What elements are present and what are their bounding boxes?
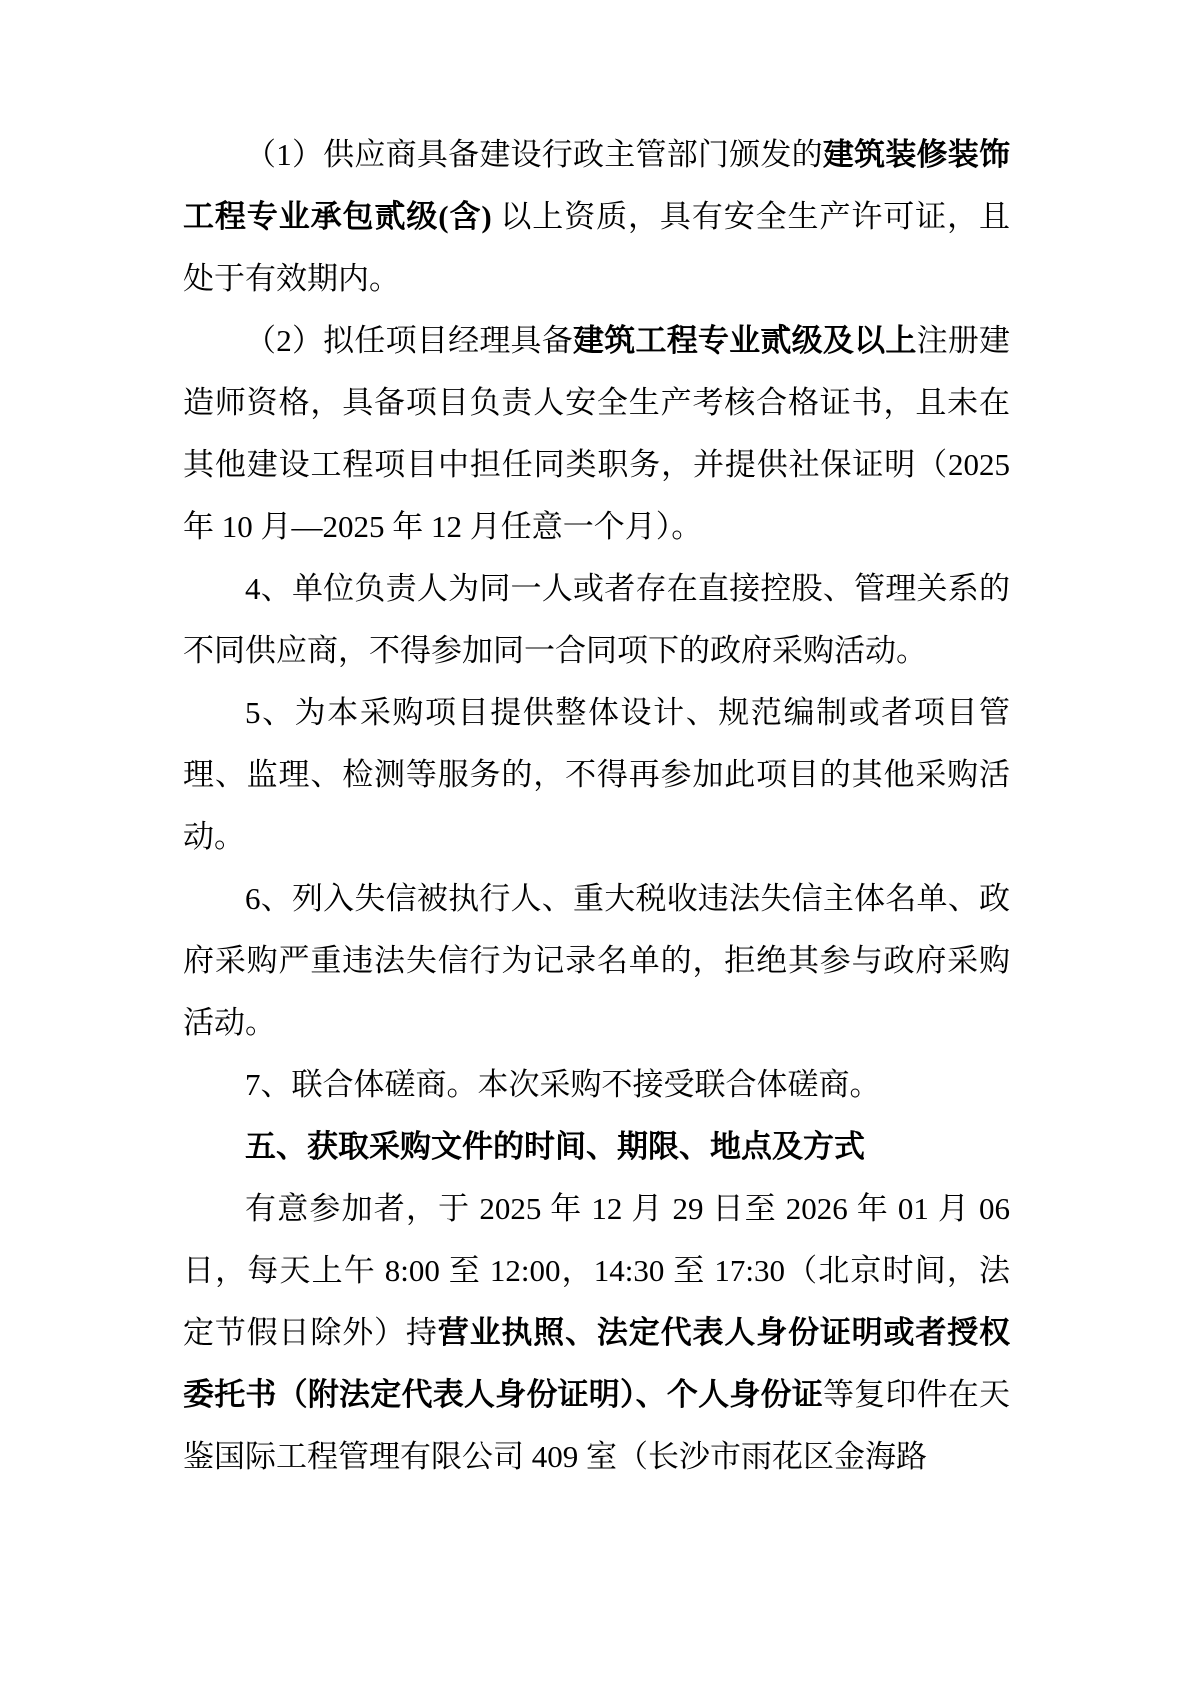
text-run: （2）拟任项目经理具备 — [245, 323, 574, 358]
text-run: 以上资质，具有安全生产许可证，且处于有效期内。 — [183, 199, 1011, 296]
text-run: 营业执照、法定代表人身份证明或者授权委托书（附法定代表人身份证明）、个人身份证 — [183, 1315, 1011, 1412]
paragraph-5 — [183, 868, 1010, 1054]
paragraph-1 — [183, 124, 1010, 310]
text-run: 注册建造师资格，具备项目负责人安全生产考核合格证书，且未在其他建设工程项目中担任同类职务，并提供社保证明（2025 年 10 月—2025 年 12 月任意一个月）。 — [183, 323, 1011, 544]
text-run: 建筑装修装饰工程专业承包贰级(含) — [183, 137, 1011, 234]
text-run: 建筑工程专业贰级及以上 — [573, 323, 917, 358]
text-run: 等复印件在天鉴国际工程管理有限公司 409 室（长沙市雨花区金海路 — [183, 1377, 1011, 1474]
text-run: 6、列入失信被执行人、重大税收违法失信主体名单、政府采购严重违法失信行为记录名单的，拒绝其参与政府采购活动。 — [183, 881, 1010, 1040]
text-run: 5、为本采购项目提供整体设计、规范编制或者项目管理、监理、检测等服务的，不得再参加此项目的其他采购活动。 — [183, 695, 1010, 854]
document-content — [183, 124, 1010, 1488]
text-run: 五、获取采购文件的时间、期限、地点及方式 — [245, 1129, 865, 1164]
section-heading — [183, 1116, 1010, 1178]
text-run: 7、联合体磋商。本次采购不接受联合体磋商。 — [245, 1067, 881, 1102]
paragraph-2 — [183, 310, 1010, 558]
paragraph-4 — [183, 682, 1010, 868]
text-run: （1）供应商具备建设行政主管部门颁发的 — [245, 137, 823, 172]
text-run: 4、单位负责人为同一人或者存在直接控股、管理关系的不同供应商，不得参加同一合同项下的政府采购活动。 — [183, 571, 1010, 668]
paragraph-6 — [183, 1054, 1010, 1116]
paragraph-8 — [183, 1178, 1010, 1488]
paragraph-3 — [183, 558, 1010, 682]
text-run: 有意参加者，于 2025 年 12 月 29 日至 2026 年 01 月 06 日，每天上午 8:00 至 12:00，14:30 至 17:30（北京时间，法定节假日除外）持 — [183, 1191, 1010, 1350]
